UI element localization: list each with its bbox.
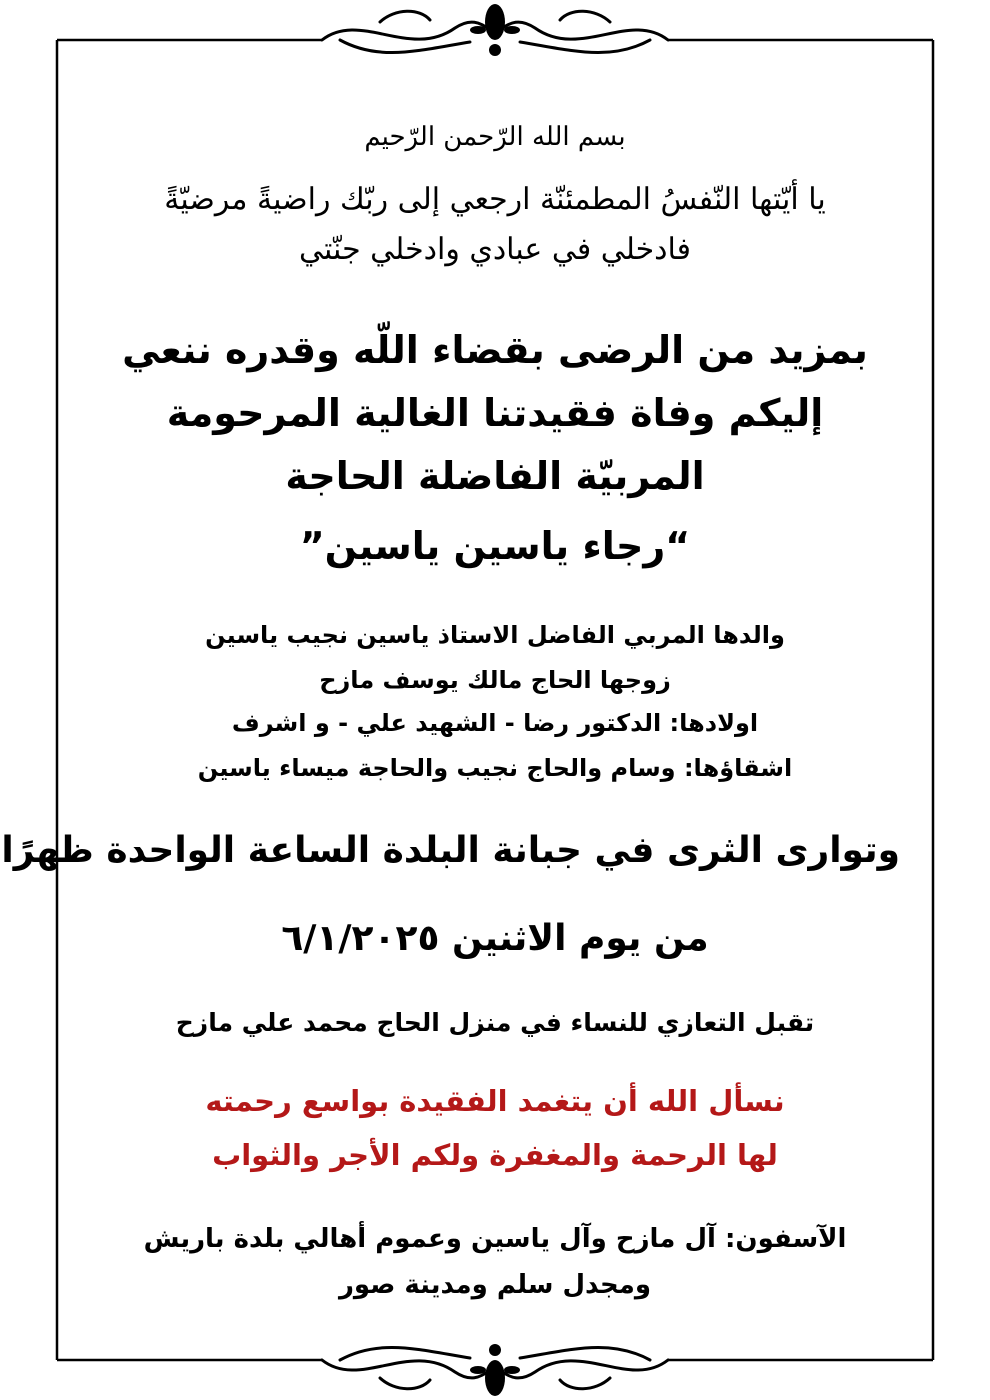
prayer-line-1: نسأل الله أن يتغمد الفقيدة بواسع رحمته bbox=[205, 1084, 785, 1118]
burial-date: من يوم الاثنين ٦/١/٢٠٢٥ bbox=[281, 918, 709, 959]
burial-time: وتوارى الثرى في جبانة البلدة الساعة الواحدة ظهرًا bbox=[1, 830, 900, 871]
family-father: والدها المربي الفاضل الاستاذ ياسين نجيب ياسين bbox=[205, 621, 785, 649]
family-husband: زوجها الحاج مالك يوسف مازح bbox=[319, 666, 671, 694]
family-children: اولادها: الدكتور رضا - الشهيد علي - و اشرف bbox=[231, 709, 759, 737]
announcement-line-2: إليكم وفاة فقيدتنا الغالية المرحومة bbox=[166, 391, 824, 435]
quran-verse-line-2: فادخلي في عبادي وادخلي جنّتي bbox=[298, 232, 692, 267]
obituary-notice bbox=[1, 0, 900, 1400]
signatories-line-1: الآسفون: آل مازح وآل ياسين وعموم أهالي بلدة باريش bbox=[143, 1224, 847, 1254]
announcement-line-1: بمزيد من الرضى بقضاء اللّه وقدره ننعي bbox=[122, 328, 868, 372]
prayer-line-2: لها الرحمة والمغفرة ولكم الأجر والثواب bbox=[212, 1138, 778, 1172]
quran-verse-line-1: يا أيّتها النّفسُ المطمئنّة ارجعي إلى ربّك راضيةً مرضيّةً bbox=[164, 182, 826, 217]
family-siblings: اشقاؤها: وسام والحاج نجيب والحاجة ميساء ياسين bbox=[197, 754, 793, 782]
basmala: بسم الله الرّحمن الرّحيم bbox=[364, 122, 626, 152]
condolences-location: تقبل التعازي للنساء في منزل الحاج محمد علي مازح bbox=[175, 1008, 815, 1037]
signatories-line-2: ومجدل سلم ومدينة صور bbox=[338, 1270, 652, 1300]
deceased-name: “رجاء ياسين ياسين” bbox=[299, 524, 691, 568]
announcement-line-3: المربيّة الفاضلة الحاجة bbox=[285, 454, 705, 498]
